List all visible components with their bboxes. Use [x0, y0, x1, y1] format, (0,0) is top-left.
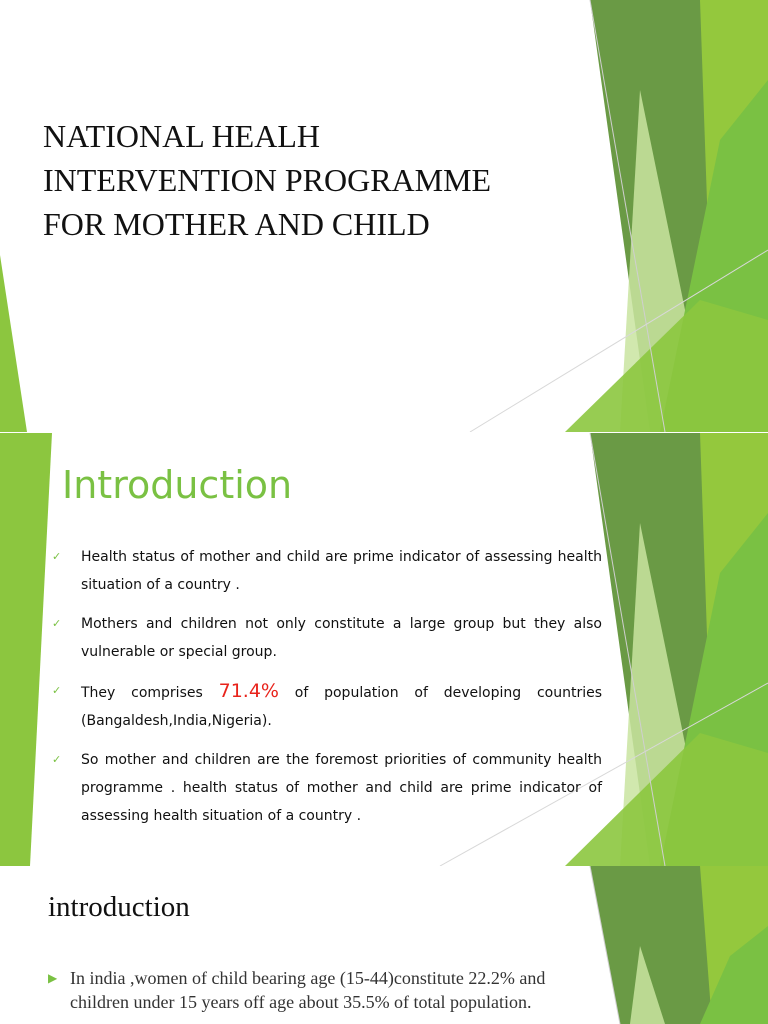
slide-title	[0, 0, 768, 432]
introduction-bullet-list	[52, 543, 602, 841]
triangle-bullet-icon: ▶	[48, 971, 58, 985]
left-accent-shape	[0, 433, 52, 866]
list-item	[52, 543, 602, 599]
bullet-text: Health status of mother and child are prime indicator of assessing health situation of a country .	[81, 549, 602, 593]
list-item	[52, 746, 602, 830]
introduction-bullet-list-2	[48, 966, 578, 1014]
title-line-2: INTERVENTION PROGRAMME	[43, 162, 492, 198]
introduction-heading: Introduction	[62, 463, 293, 507]
introduction-heading-2: introduction	[48, 891, 190, 923]
highlight-percentage: 71.4%	[218, 680, 279, 702]
checkmark-icon: ✓	[52, 753, 62, 766]
checkmark-icon: ✓	[52, 684, 62, 697]
list-item	[48, 966, 578, 1014]
bullet-text: Mothers and children not only constitute a large group but they also vulnerable or special group.	[81, 616, 602, 660]
left-accent-shape	[0, 255, 27, 432]
bullet-text-before: They comprises	[81, 685, 219, 701]
bullet-text: In india ,women of child bearing age (15-44)constitute 22.2% and children under 15 years off age about 35.5% of total population.	[70, 968, 546, 1012]
bullet-text: So mother and children are the foremost priorities of community health programme . health status of mother and child are prime indicator of assessing health situation of a country .	[81, 752, 602, 824]
bullet-text-after: of population of developing countries (Bangaldesh,India,Nigeria).	[81, 685, 602, 729]
checkmark-icon: ✓	[52, 617, 62, 630]
checkmark-icon: ✓	[52, 550, 62, 563]
title-line-1: NATIONAL HEALH	[43, 118, 320, 154]
list-item	[52, 610, 602, 666]
slide-title-heading	[43, 114, 563, 246]
list-item	[52, 677, 602, 735]
title-line-3: FOR MOTHER AND CHILD	[43, 206, 430, 242]
